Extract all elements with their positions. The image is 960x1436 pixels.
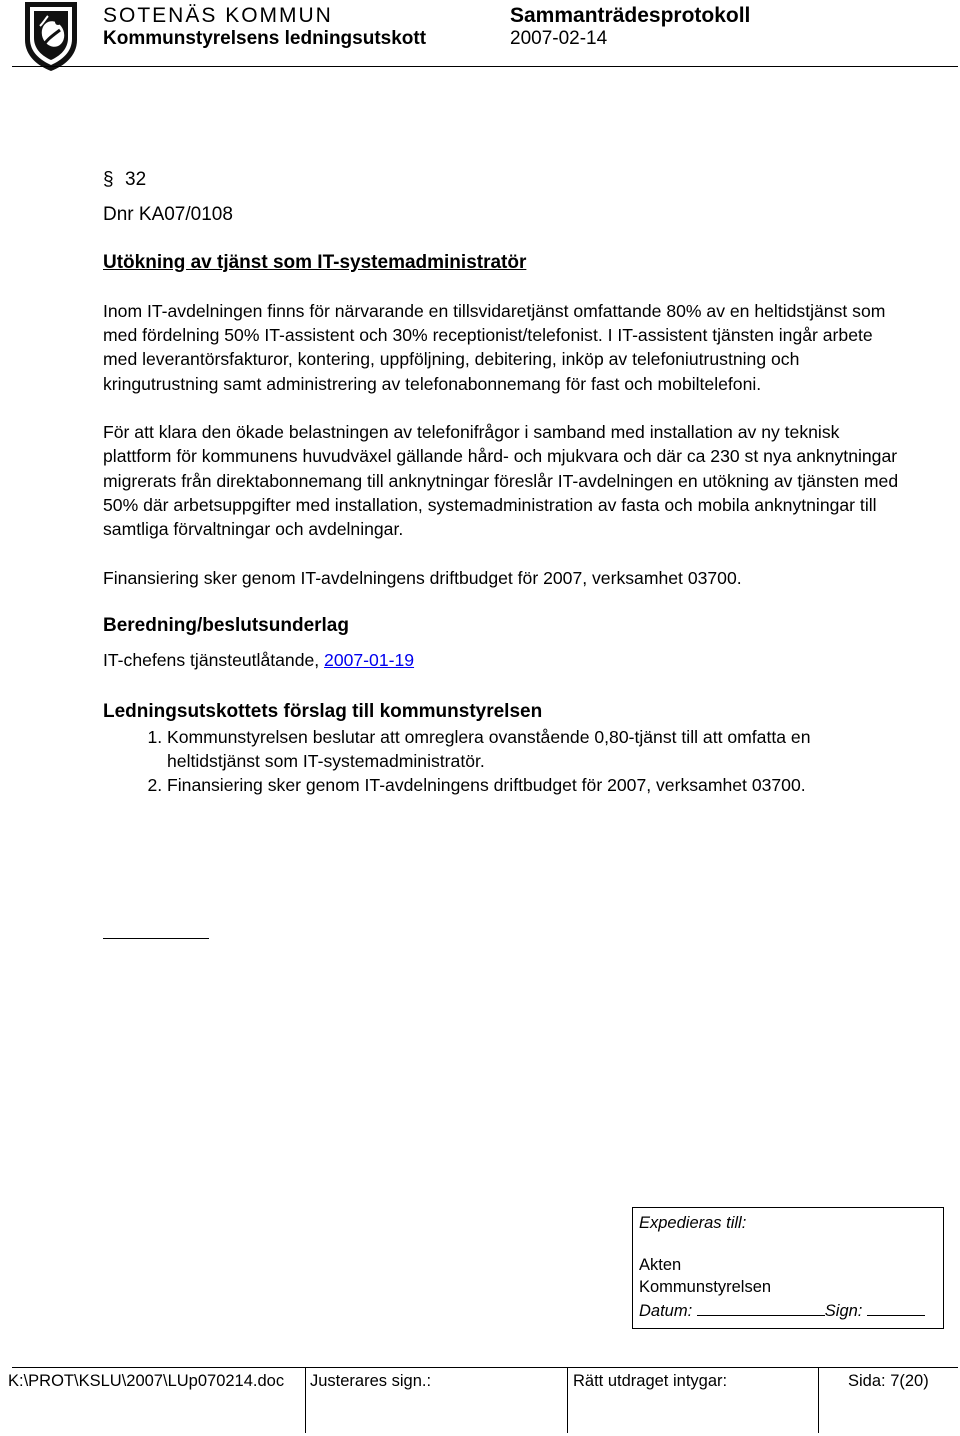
footer-justerares: Justerares sign.: — [310, 1372, 432, 1390]
footer-file-path: K:\PROT\KSLU\2007\LUp070214.doc — [8, 1372, 285, 1390]
body-paragraph-2: För att klara den ökade belastningen av telefonifrågor i samband med installation av ny teknisk plattform för kommunens huvudväxel gällande hård- och mjukvara och där ca 230 st nya anknytningar migrerats från direktabonnemang till anknytningar föreslår IT-avdelningen en utökning av tjänsten med 50% där arbetsuppgifter med installation, systemadministration av fasta och mobila anknytningar till samtliga förvaltningar och avdelningar. — [103, 422, 899, 540]
document-type: Sammanträdesprotokoll — [510, 4, 751, 27]
footer-ratt-utdraget: Rätt utdraget intygar: — [573, 1372, 728, 1390]
proposal-list — [103, 725, 903, 798]
coat-of-arms-icon — [22, 0, 80, 72]
distribution-recipients — [639, 1254, 771, 1298]
basis-heading: Beredning/beslutsunderlag — [103, 614, 349, 636]
distribution-heading: Expedieras till: — [639, 1214, 747, 1232]
section-content — [103, 168, 903, 798]
committee-name: Kommunstyrelsens ledningsutskott — [103, 28, 427, 49]
footer-cell-divider — [305, 1367, 306, 1433]
body-paragraph-3: Finansiering sker genom IT-avdelningens driftbudget för 2007, verksamhet 03700. — [103, 567, 742, 588]
body-paragraph-1: Inom IT-avdelningen finns för närvarande en tillsvidaretjänst omfattande 80% av en heltidstjänst som med fördelning 50% IT-assistent och 30% receptionist/telefonist. I IT-assistent tjänsten ingår arbete med leverantörsfakturor, kontering, uppföljning, debitering, inköp av telefoniutrustning och kringutrustning samt administrering av telefonabonnemang för fast och mobiltelefoni. — [103, 300, 886, 394]
proposal-item-2: 2. Finansiering sker genom IT-avdelningens driftbudget för 2007, verksamhet 03700. — [167, 773, 903, 797]
footer-cell-divider — [818, 1367, 819, 1433]
basis-date-link[interactable]: 2007-01-19 — [324, 650, 415, 671]
basis-text: IT-chefens tjänsteutlåtande, — [103, 650, 325, 671]
footer-cell-divider — [567, 1367, 568, 1433]
distribution-box — [632, 1207, 944, 1329]
basis-line — [103, 648, 903, 672]
section-end-line — [103, 938, 209, 939]
section-title: Utökning av tjänst som IT-systemadministratör — [103, 251, 527, 273]
recipient-akten: Akten — [639, 1256, 682, 1274]
paragraph-symbol: § — [103, 169, 114, 190]
section-number-value: 32 — [125, 169, 147, 190]
sign-label: Sign: — [824, 1302, 863, 1320]
sign-blank[interactable] — [867, 1301, 925, 1316]
header-divider — [12, 66, 958, 67]
footer-page-number: Sida: 7(20) — [848, 1372, 929, 1390]
date-sign-line — [639, 1300, 925, 1322]
datum-blank[interactable] — [697, 1301, 825, 1316]
recipient-kommunstyrelsen: Kommunstyrelsen — [639, 1278, 772, 1296]
proposal-heading: Ledningsutskottets förslag till kommunstyrelsen — [103, 701, 543, 723]
organization-name: SOTENÄS KOMMUN — [103, 4, 333, 27]
datum-label: Datum: — [639, 1302, 693, 1320]
diary-number: Dnr KA07/0108 — [103, 204, 233, 226]
section-number — [103, 168, 903, 192]
proposal-item-1: 1. Kommunstyrelsen beslutar att omreglera ovanstående 0,80-tjänst till att omfatta en heltidstjänst som IT-systemadministratör. — [167, 725, 903, 774]
meeting-date: 2007-02-14 — [510, 28, 608, 49]
